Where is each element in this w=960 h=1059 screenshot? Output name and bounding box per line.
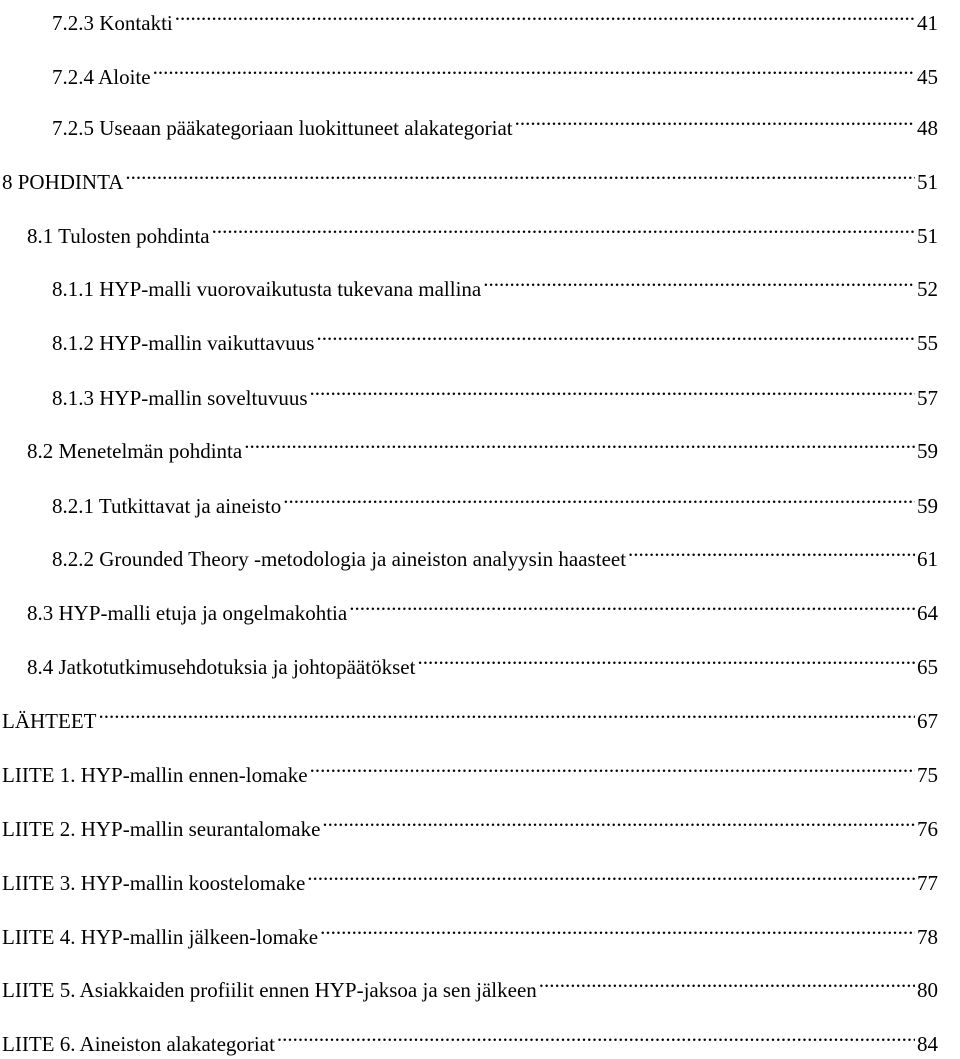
toc-entry-8-1[interactable]: [27, 213, 938, 248]
toc-entry-label: LIITE 6. Aineiston alakategoriat: [2, 1032, 275, 1056]
toc-entry-8-1-1[interactable]: [52, 266, 938, 301]
toc-entry-label: 8.2 Menetelmän pohdinta: [27, 439, 243, 463]
toc-leader-dots: [417, 644, 915, 674]
toc-entry-label: 7.2.4 Aloite: [52, 65, 151, 89]
toc-entry-8-2-1[interactable]: [52, 483, 938, 518]
toc-leader-dots: [322, 806, 915, 836]
toc-entry-liite-5[interactable]: [2, 967, 938, 1002]
toc-leader-dots: [175, 0, 915, 30]
toc-entry-label: 8.3 HYP-malli etuja ja ongelmakohtia: [27, 601, 348, 625]
toc-entry-label: 8.1.1 HYP-malli vuorovaikutusta tukevana mallina: [52, 277, 482, 301]
toc-page-number: 65: [917, 655, 938, 679]
toc-leader-dots: [125, 159, 915, 189]
toc-page-number: 52: [917, 277, 938, 301]
toc-leader-dots: [98, 698, 915, 728]
toc-entry-label: 8.1.2 HYP-mallin vaikuttavuus: [52, 331, 315, 355]
toc-leader-dots: [515, 105, 915, 135]
toc-entry-8-1-2[interactable]: [52, 320, 938, 355]
toc-leader-dots: [628, 536, 915, 566]
toc-entry-8-2-2[interactable]: [52, 536, 938, 571]
toc-entry-label: LIITE 2. HYP-mallin seurantalomake: [2, 817, 321, 841]
toc-entry-liite-3[interactable]: [2, 860, 938, 895]
toc-page-number: 61: [917, 547, 938, 571]
toc-leader-dots: [539, 967, 915, 997]
toc-page-number: 41: [917, 11, 938, 35]
toc-entry-label: 7.2.5 Useaan pääkategoriaan luokittuneet alakategoriat: [52, 116, 513, 140]
toc-entry-label: LÄHTEET: [2, 709, 97, 733]
toc-entry-liite-6[interactable]: [2, 1021, 938, 1056]
toc-entry-label: 8.1 Tulosten pohdinta: [27, 224, 210, 248]
toc-leader-dots: [310, 375, 916, 405]
toc-leader-dots: [316, 320, 915, 350]
toc-leader-dots: [283, 483, 915, 513]
toc-page-number: 51: [917, 224, 938, 248]
toc-page-number: 75: [917, 763, 938, 787]
toc-entry-label: 8 POHDINTA: [2, 170, 124, 194]
toc-entry-8-1-3[interactable]: [52, 375, 938, 410]
toc-entry-label: 8.1.3 HYP-mallin soveltuvuus: [52, 386, 308, 410]
toc-entry-lahteet[interactable]: [2, 698, 938, 733]
toc-leader-dots: [310, 752, 915, 782]
toc-leader-dots: [277, 1021, 915, 1051]
toc-page-number: 51: [917, 170, 938, 194]
toc-page-number: 59: [917, 439, 938, 463]
toc-entry-label: LIITE 3. HYP-mallin koostelomake: [2, 871, 306, 895]
toc-entry-7-2-4[interactable]: [52, 54, 938, 89]
toc-leader-dots: [153, 54, 915, 84]
toc-entry-label: LIITE 4. HYP-mallin jälkeen-lomake: [2, 925, 319, 949]
toc-entry-label: 8.2.1 Tutkittavat ja aineisto: [52, 494, 282, 518]
toc-page-number: 59: [917, 494, 938, 518]
toc-entry-liite-4[interactable]: [2, 914, 938, 949]
toc-entry-8-2[interactable]: [27, 428, 938, 463]
toc-entry-label: 8.4 Jatkotutkimusehdotuksia ja johtopäätökset: [27, 655, 416, 679]
toc-leader-dots: [349, 590, 915, 620]
toc-entry-7-2-5[interactable]: [52, 105, 938, 140]
toc-entry-label: LIITE 5. Asiakkaiden profiilit ennen HYP-jaksoa ja sen jälkeen: [2, 978, 537, 1002]
toc-leader-dots: [483, 266, 915, 296]
toc-page-number: 64: [917, 601, 938, 625]
toc-leader-dots: [244, 428, 915, 458]
toc-leader-dots: [212, 213, 915, 243]
toc-entry-label: 7.2.3 Kontakti: [52, 11, 173, 35]
toc-entry-8-4[interactable]: [27, 644, 938, 679]
toc-page-number: 67: [917, 709, 938, 733]
toc-entry-7-2-3[interactable]: [52, 0, 938, 35]
toc-entry-label: 8.2.2 Grounded Theory -metodologia ja aineiston analyysin haasteet: [52, 547, 627, 571]
toc-page-number: 78: [917, 925, 938, 949]
toc-entry-liite-2[interactable]: [2, 806, 938, 841]
toc-leader-dots: [307, 860, 915, 890]
toc-page-number: 76: [917, 817, 938, 841]
toc-page-number: 57: [917, 386, 938, 410]
toc-entry-8-3[interactable]: [27, 590, 938, 625]
toc-leader-dots: [320, 914, 915, 944]
toc-page-number: 84: [917, 1032, 938, 1056]
toc-entry-8[interactable]: [2, 159, 938, 194]
toc-entry-label: LIITE 1. HYP-mallin ennen-lomake: [2, 763, 308, 787]
toc-page-number: 48: [917, 116, 938, 140]
toc-entry-liite-1[interactable]: [2, 752, 938, 787]
toc-page-number: 80: [917, 978, 938, 1002]
toc-page-number: 77: [917, 871, 938, 895]
toc-page-number: 45: [917, 65, 938, 89]
toc-page-number: 55: [917, 331, 938, 355]
